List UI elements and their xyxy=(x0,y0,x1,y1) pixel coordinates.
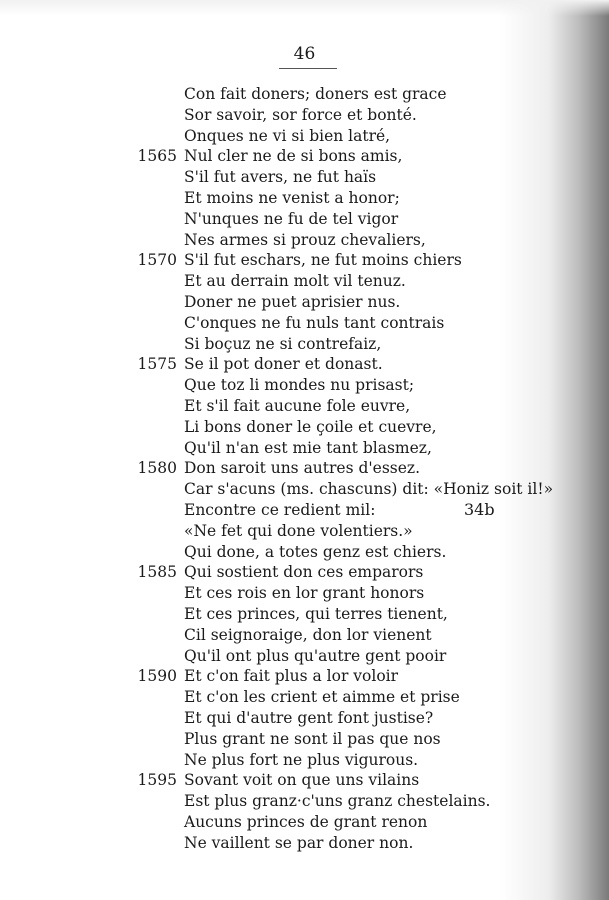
page-top-edge xyxy=(0,0,609,16)
verse-line xyxy=(0,521,609,542)
verse-text: Ne plus fort ne plus vigurous. xyxy=(184,750,419,769)
verse-line xyxy=(0,250,609,271)
folio-marker: 34b xyxy=(464,499,495,519)
verse-line xyxy=(0,188,609,209)
verse-text: Cil seignoraige, don lor vienent xyxy=(184,625,432,644)
verse-line xyxy=(0,292,609,313)
verse-line xyxy=(0,708,609,729)
line-number: 1575 xyxy=(137,355,177,374)
verse-line xyxy=(0,84,609,105)
verse-line xyxy=(0,438,609,459)
verse-line xyxy=(0,646,609,667)
verse-text: Nul cler ne de si bons amis, xyxy=(184,147,403,166)
verse-line xyxy=(0,770,609,791)
verse-line xyxy=(0,354,609,375)
verse-text: Encontre ce redient mil: xyxy=(184,500,376,519)
verse-text: Et c'on les crient et aimme et prise xyxy=(184,688,460,707)
verse-line xyxy=(0,500,609,521)
verse-line xyxy=(0,833,609,854)
verse-text: «Ne fet qui done volentiers.» xyxy=(184,521,413,540)
verse-line xyxy=(0,375,609,396)
verse-text: Et c'on fait plus a lor voloir xyxy=(184,667,399,686)
verse-text: Sor savoir, sor force et bonté. xyxy=(184,105,417,124)
verse-line xyxy=(0,604,609,625)
verse-text: Et ces princes, qui terres tienent, xyxy=(184,604,448,623)
verse-line xyxy=(0,812,609,833)
verse-text: C'onques ne fu nuls tant contrais xyxy=(184,313,445,332)
verse-text: Et au derrain molt vil tenuz. xyxy=(184,272,406,291)
verse-line xyxy=(0,334,609,355)
verse-line xyxy=(0,167,609,188)
verse-line xyxy=(0,458,609,479)
verse-text: Doner ne puet aprisier nus. xyxy=(184,292,401,311)
verse-line xyxy=(0,666,609,687)
verse-line xyxy=(0,230,609,251)
verse-text: Et s'il fait aucune fole euvre, xyxy=(184,396,411,415)
verse-text: Car s'acuns (ms. chascuns) dit: «Honiz soit il!» xyxy=(184,480,554,499)
verse-text: N'unques ne fu de tel vigor xyxy=(184,209,399,228)
line-number: 1565 xyxy=(137,147,177,166)
verse-text: Et moins ne venist a honor; xyxy=(184,188,400,207)
verse-line xyxy=(0,209,609,230)
verse-line xyxy=(0,396,609,417)
verse-line xyxy=(0,562,609,583)
verse-text: Qu'il ont plus qu'autre gent pooir xyxy=(184,646,447,665)
verse-text: Et qui d'autre gent font justise? xyxy=(184,708,434,727)
verse-text: S'il fut eschars, ne fut moins chiers xyxy=(184,251,462,270)
verse-line xyxy=(0,479,609,500)
verse-text: Onques ne vi si bien latré, xyxy=(184,126,391,145)
verse-text: Ne vaillent se par doner non. xyxy=(184,833,414,852)
verse-text: Est plus granz·c'uns granz chestelains. xyxy=(184,792,491,811)
page-number: 46 xyxy=(293,44,316,64)
verse-text: Qui sostient don ces emparors xyxy=(184,563,424,582)
verse-text: Li bons doner le çoile et cuevre, xyxy=(184,417,437,436)
verse-line xyxy=(0,105,609,126)
line-number: 1590 xyxy=(137,667,177,686)
verse-line xyxy=(0,729,609,750)
verse-text: S'il fut avers, ne fut haïs xyxy=(184,168,377,187)
verse-line xyxy=(0,126,609,147)
verse-text: Nes armes si prouz chevaliers, xyxy=(184,230,426,249)
line-number: 1595 xyxy=(137,771,177,790)
verse-line xyxy=(0,750,609,771)
verse-line xyxy=(0,625,609,646)
verse-text: Qu'il n'an est mie tant blasmez, xyxy=(184,438,432,457)
verse-line xyxy=(0,146,609,167)
verse-line xyxy=(0,687,609,708)
verse-text: Con fait doners; doners est grace xyxy=(184,85,447,103)
verse-text: Don saroit uns autres d'essez. xyxy=(184,459,421,478)
verse-line xyxy=(0,417,609,438)
verse-line xyxy=(0,583,609,604)
verse-text: Se il pot doner et donast. xyxy=(184,355,383,374)
line-number: 1585 xyxy=(137,563,177,582)
line-number: 1580 xyxy=(137,459,177,478)
line-number: 1570 xyxy=(137,251,177,270)
verse-list xyxy=(0,84,609,853)
verse-text: Plus grant ne sont il pas que nos xyxy=(184,729,441,748)
verse-line xyxy=(0,271,609,292)
verse-line xyxy=(0,791,609,812)
verse-text: Qui done, a totes genz est chiers. xyxy=(184,542,447,561)
verse-text: Que toz li mondes nu prisast; xyxy=(184,376,415,395)
verse-line xyxy=(0,313,609,334)
verse-text: Et ces rois en lor grant honors xyxy=(184,584,425,603)
verse-text: Aucuns princes de grant renon xyxy=(184,812,428,831)
verse-line xyxy=(0,542,609,563)
header-rule xyxy=(279,68,337,69)
verse-text: Sovant voit on que uns vilains xyxy=(184,771,420,790)
verse-text: Si boçuz ne si contrefaiz, xyxy=(184,334,382,353)
